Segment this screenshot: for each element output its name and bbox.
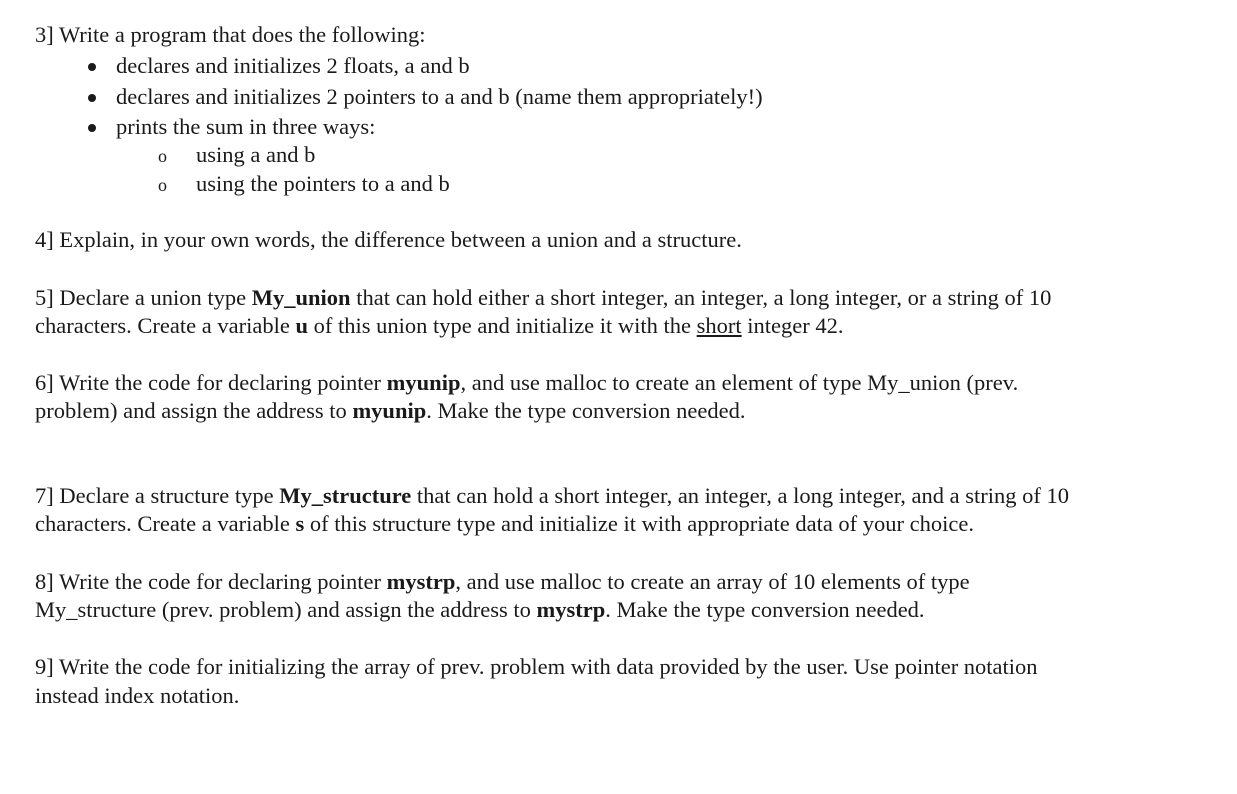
q5-line-1-post: that can hold either a short integer, an integer, a long integer, or a string of 10 — [350, 285, 1052, 310]
q7-line-1-pre: 7] Declare a structure type — [35, 483, 280, 508]
q6-line-2-pre: problem) and assign the address to — [35, 398, 353, 423]
q3-sub-bullet-1: using a and b — [196, 142, 316, 167]
q5-line-2-pre: characters. Create a variable — [35, 313, 296, 338]
q7-line-2-post: of this structure type and initialize it with appropriate data of your choice. — [304, 511, 975, 536]
q3-title: 3] Write a program that does the following: — [35, 22, 426, 47]
q7-line-2-pre: characters. Create a variable — [35, 511, 296, 536]
q3-sub-bullet-2: using the pointers to a and b — [196, 171, 450, 196]
q5-line-2-mid: of this union type and initialize it with the — [307, 313, 697, 338]
q7-line-2 — [35, 510, 1197, 538]
q7-structure-name: My_structure — [279, 483, 412, 508]
q3-bullet-2: declares and initializes 2 pointers to a and b (name them appropriately!) — [116, 84, 763, 109]
q8-line-2-pre: My_structure (prev. problem) and assign the address to — [35, 597, 537, 622]
q5-underlined-word: short — [696, 313, 742, 338]
q5-line-2 — [35, 312, 1197, 340]
q6-pointer-name-2: myunip — [352, 398, 427, 423]
q8-pointer-name: mystrp — [386, 569, 456, 594]
q8-line-2 — [35, 596, 1197, 624]
q6-line-2-post: . Make the type conversion needed. — [426, 398, 746, 423]
q5-line-2-post: integer 42. — [741, 313, 844, 338]
q5-line-1-pre: 5] Declare a union type — [35, 285, 252, 310]
q3-bullet-1: declares and initializes 2 floats, a and b — [116, 53, 470, 78]
bullet-dot-icon — [88, 63, 96, 71]
q7-line-1-post: that can hold a short integer, an integer, a long integer, and a string of 10 — [411, 483, 1070, 508]
hollow-circle-bullet-icon: o — [158, 175, 167, 195]
q8-line-1-post: , and use malloc to create an array of 10 elements of type — [455, 569, 970, 594]
q4-text: 4] Explain, in your own words, the difference between a union and a structure. — [35, 227, 742, 252]
q9-line-2: instead index notation. — [35, 683, 240, 708]
q8-line-2-post: . Make the type conversion needed. — [605, 597, 925, 622]
q8-line-1 — [35, 568, 1197, 596]
q5-line-1 — [35, 284, 1197, 312]
q7-variable-name: s — [295, 511, 305, 536]
q6-pointer-name: myunip — [386, 370, 461, 395]
q6-line-1 — [35, 369, 1197, 397]
hollow-circle-bullet-icon: o — [158, 146, 167, 166]
q5-variable-name: u — [295, 313, 308, 338]
q6-line-1-pre: 6] Write the code for declaring pointer — [35, 370, 387, 395]
bullet-dot-icon — [88, 94, 96, 102]
q9-line-1: 9] Write the code for initializing the array of prev. problem with data provided by the user. Use pointer notation — [35, 654, 1038, 679]
q7-line-1 — [35, 482, 1197, 510]
q8-pointer-name-2: mystrp — [536, 597, 606, 622]
bullet-dot-icon — [88, 124, 96, 132]
q8-line-1-pre: 8] Write the code for declaring pointer — [35, 569, 387, 594]
q5-union-name: My_union — [251, 285, 351, 310]
q6-line-2 — [35, 397, 1197, 425]
q6-line-1-post: , and use malloc to create an element of type My_union (prev. — [460, 370, 1019, 395]
q3-bullet-3: prints the sum in three ways: — [116, 114, 376, 139]
